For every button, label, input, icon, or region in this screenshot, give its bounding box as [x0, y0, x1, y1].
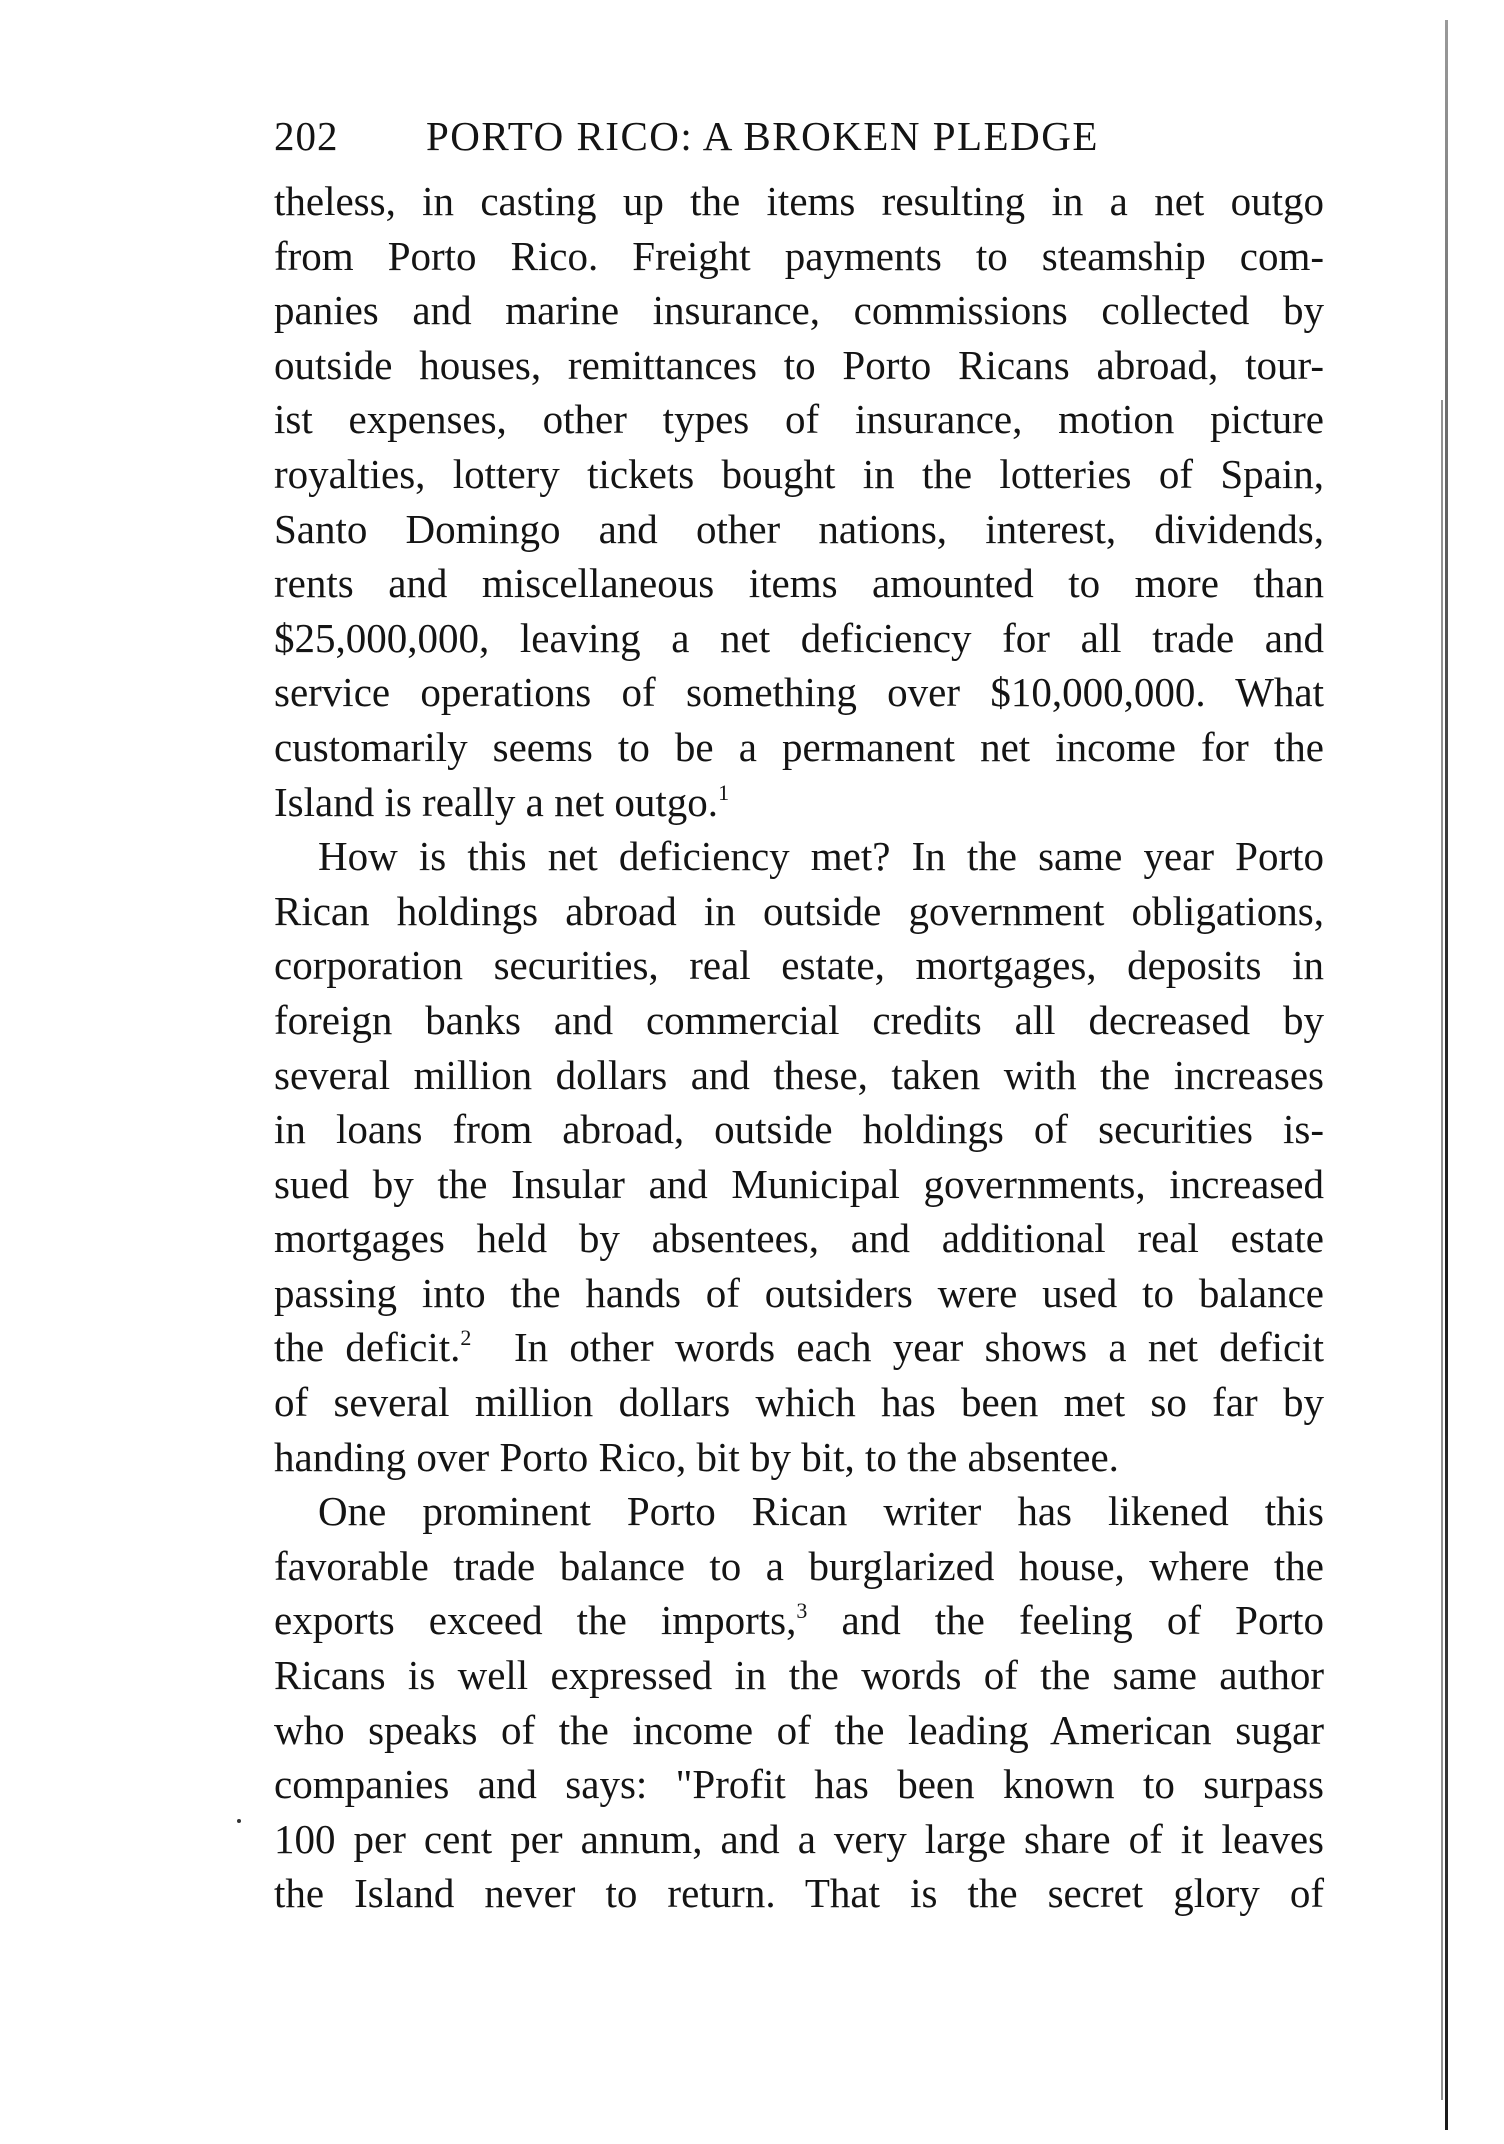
footnote-ref: 2 [460, 1325, 472, 1351]
running-head: PORTO RICO: A BROKEN PLEDGE [426, 113, 1099, 159]
text-line: mortgages held by absentees, and additional real estate [274, 1215, 1324, 1262]
text-line: One prominent Porto Rican writer has likened this [318, 1488, 1324, 1535]
text-line: corporation securities, real estate, mortgages, deposits in [274, 942, 1324, 989]
text-line: 100 per cent per annum, and a very large share of it leaves [274, 1815, 1324, 1862]
text-segment: the deficit. [274, 1324, 461, 1371]
text-line: outside houses, remittances to Porto Ricans abroad, tour- [274, 341, 1324, 388]
text-line [274, 1320, 1324, 1375]
text-line: in loans from abroad, outside holdings of securities is- [274, 1106, 1324, 1153]
text-line: theless, in casting up the items resulting in a net outgo [274, 178, 1324, 224]
text-line: several million dollars and these, taken with the increases [274, 1051, 1324, 1098]
page-edge-line [1441, 400, 1443, 2100]
text-line: of several million dollars which has been met so far by [274, 1379, 1324, 1426]
text-line [274, 775, 1324, 830]
text-line: who speaks of the income of the leading American sugar [274, 1706, 1324, 1753]
text-segment: In other words each year shows a net deficit [513, 1324, 1325, 1371]
scan-speck [237, 1819, 241, 1823]
text-line: panies and marine insurance, commissions collected by [274, 287, 1324, 334]
text-line: service operations of something over $10,000,000. What [274, 669, 1324, 716]
text-segment: Island is really a net outgo. [274, 778, 719, 825]
text-line: Rican holdings abroad in outside government obligations, [274, 887, 1324, 934]
text-line: Santo Domingo and other nations, interest, dividends, [274, 505, 1324, 552]
page-edge-shadow [1445, 20, 1448, 2130]
text-line: customarily seems to be a permanent net income for the [274, 723, 1324, 770]
text-line: favorable trade balance to a burglarized house, where the [274, 1542, 1324, 1589]
text-segment: and the feeling of Porto [841, 1597, 1324, 1644]
text-line: the Island never to return. That is the secret glory of [274, 1870, 1324, 1917]
text-line: sued by the Insular and Municipal governments, increased [274, 1160, 1324, 1207]
text-line: rents and miscellaneous items amounted to more than [274, 560, 1324, 607]
text-line: royalties, lottery tickets bought in the lotteries of Spain, [274, 450, 1324, 497]
text-line: passing into the hands of outsiders were used to balance [274, 1269, 1324, 1316]
text-line [274, 1593, 1324, 1648]
page-number: 202 [274, 113, 339, 159]
footnote-ref: 3 [796, 1598, 808, 1624]
text-segment: exports exceed the imports, [274, 1597, 797, 1644]
text-line: How is this net deficiency met? In the same year Porto [318, 833, 1324, 880]
footnote-ref: 1 [718, 779, 730, 805]
text-line: companies and says: "Profit has been known to surpass [274, 1761, 1324, 1808]
text-line: $25,000,000, leaving a net deficiency for all trade and [274, 614, 1324, 661]
body-text [274, 174, 1324, 1921]
text-line: from Porto Rico. Freight payments to steamship com- [274, 232, 1324, 279]
page-header [274, 112, 1324, 172]
text-line: foreign banks and commercial credits all decreased by [274, 996, 1324, 1043]
text-line: ist expenses, other types of insurance, motion picture [274, 396, 1324, 443]
text-line: Ricans is well expressed in the words of the same author [274, 1652, 1324, 1699]
text-line: handing over Porto Rico, bit by bit, to the absentee. [274, 1433, 1119, 1480]
